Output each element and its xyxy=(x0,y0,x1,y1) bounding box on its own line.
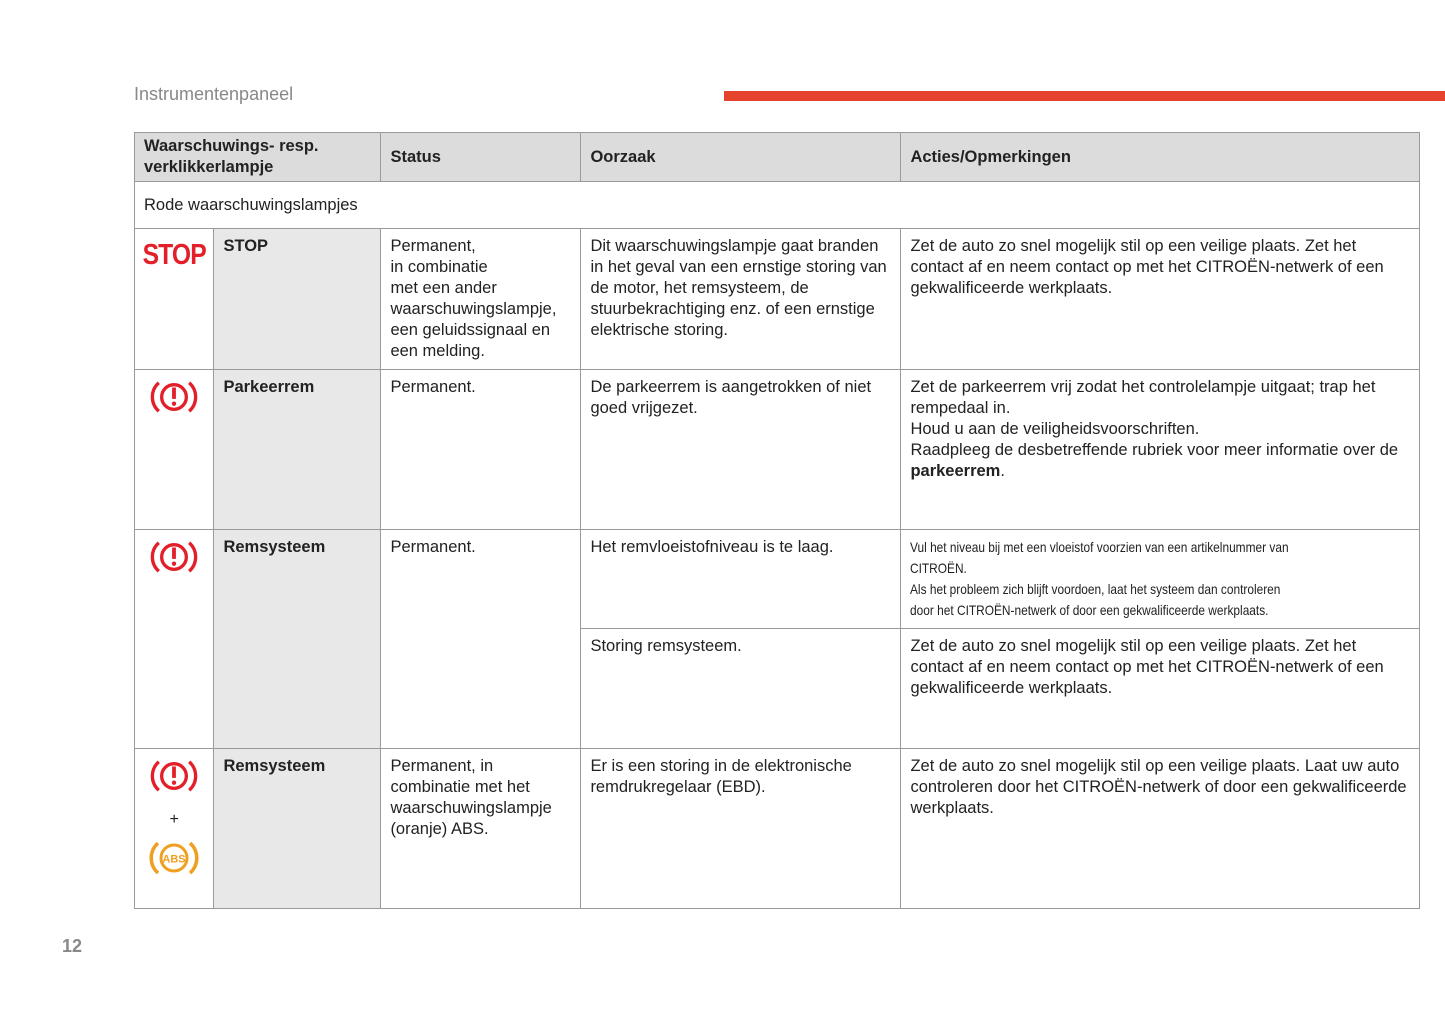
action xyxy=(901,530,1420,629)
accent-bar xyxy=(724,91,1445,101)
col-header-actions: Acties/Opmerkingen xyxy=(901,133,1420,182)
action xyxy=(901,370,1420,530)
cause: Er is een storing in de elektronische remdrukregelaar (EBD). xyxy=(581,749,901,909)
brake-warning-icon xyxy=(150,378,198,416)
status: Permanent, in combinatie met een ander waarschuwingslampje, een geluidssignaal en een melding. xyxy=(381,229,581,370)
col-header-cause: Oorzaak xyxy=(581,133,901,182)
warning-lights-table xyxy=(134,132,1420,909)
col-header-lamp: Waarschuwings- resp. verklikkerlampje xyxy=(135,133,381,182)
action-text: Zet de parkeerrem vrij zodat het controlelampje uitgaat; trap het rempedaal in. Houd u aan de veiligheidsvoorschriften. Raadpleeg de desbetreffende rubriek voor meer informatie over de xyxy=(910,378,1399,459)
page-number: 12 xyxy=(62,936,83,956)
action: Zet de auto zo snel mogelijk stil op een veilige plaats. Zet het contact af en neem contact op met het CITROËN-netwerk of een gekwalificeerde werkplaats. xyxy=(901,629,1420,749)
plus-sign: + xyxy=(169,811,179,828)
abs-warning-icon xyxy=(149,838,199,878)
brake-warning-icon xyxy=(150,538,198,576)
lamp-name: Remsysteem xyxy=(214,749,381,909)
lamp-name: STOP xyxy=(214,229,381,370)
cause: Dit waarschuwingslampje gaat branden in het geval van een ernstige storing van de motor, het remsysteem, de stuurbekrachtiging enz. of een ernstige elektrische storing. xyxy=(581,229,901,370)
stop-icon: STOP xyxy=(142,239,206,271)
action: Zet de auto zo snel mogelijk stil op een veilige plaats. Laat uw auto controleren door het CITROËN-netwerk of door een gekwalificeerde werkplaats. xyxy=(901,749,1420,909)
status: Permanent. xyxy=(381,370,581,530)
lamp-name: Remsysteem xyxy=(214,530,381,749)
action: Zet de auto zo snel mogelijk stil op een veilige plaats. Zet het contact af en neem contact op met het CITROËN-netwerk of een gekwalificeerde werkplaats. xyxy=(901,229,1420,370)
lamp-name: Parkeerrem xyxy=(214,370,381,530)
action-text: Vul het niveau bij met een vloeistof voorzien van een artikelnummer van CITROËN. Als het probleem zich blijft voordoen, laat het systeem dan controleren door het CITROËN-netwerk of door een gekwalificeerde werkplaats. xyxy=(910,539,1290,618)
cause: Het remvloeistofniveau is te laag. xyxy=(581,530,901,629)
section-title: Instrumentenpaneel xyxy=(134,84,294,104)
cause: De parkeerrem is aangetrokken of niet goed vrijgezet. xyxy=(581,370,901,530)
cause: Storing remsysteem. xyxy=(581,629,901,749)
stop-lamp-cell xyxy=(135,229,214,370)
abs-label: ABS xyxy=(162,853,186,866)
lamp-cell xyxy=(135,749,214,909)
lamp-cell xyxy=(135,370,214,530)
group-heading: Rode waarschuwingslampjes xyxy=(135,182,1420,229)
status: Permanent, in combinatie met het waarschuwingslampje (oranje) ABS. xyxy=(381,749,581,909)
action-link-term: parkeerrem xyxy=(910,462,1001,480)
status: Permanent. xyxy=(381,530,581,749)
brake-warning-icon xyxy=(150,757,198,795)
col-header-status: Status xyxy=(381,133,581,182)
lamp-cell xyxy=(135,530,214,749)
action-text-end: . xyxy=(1000,462,1005,480)
